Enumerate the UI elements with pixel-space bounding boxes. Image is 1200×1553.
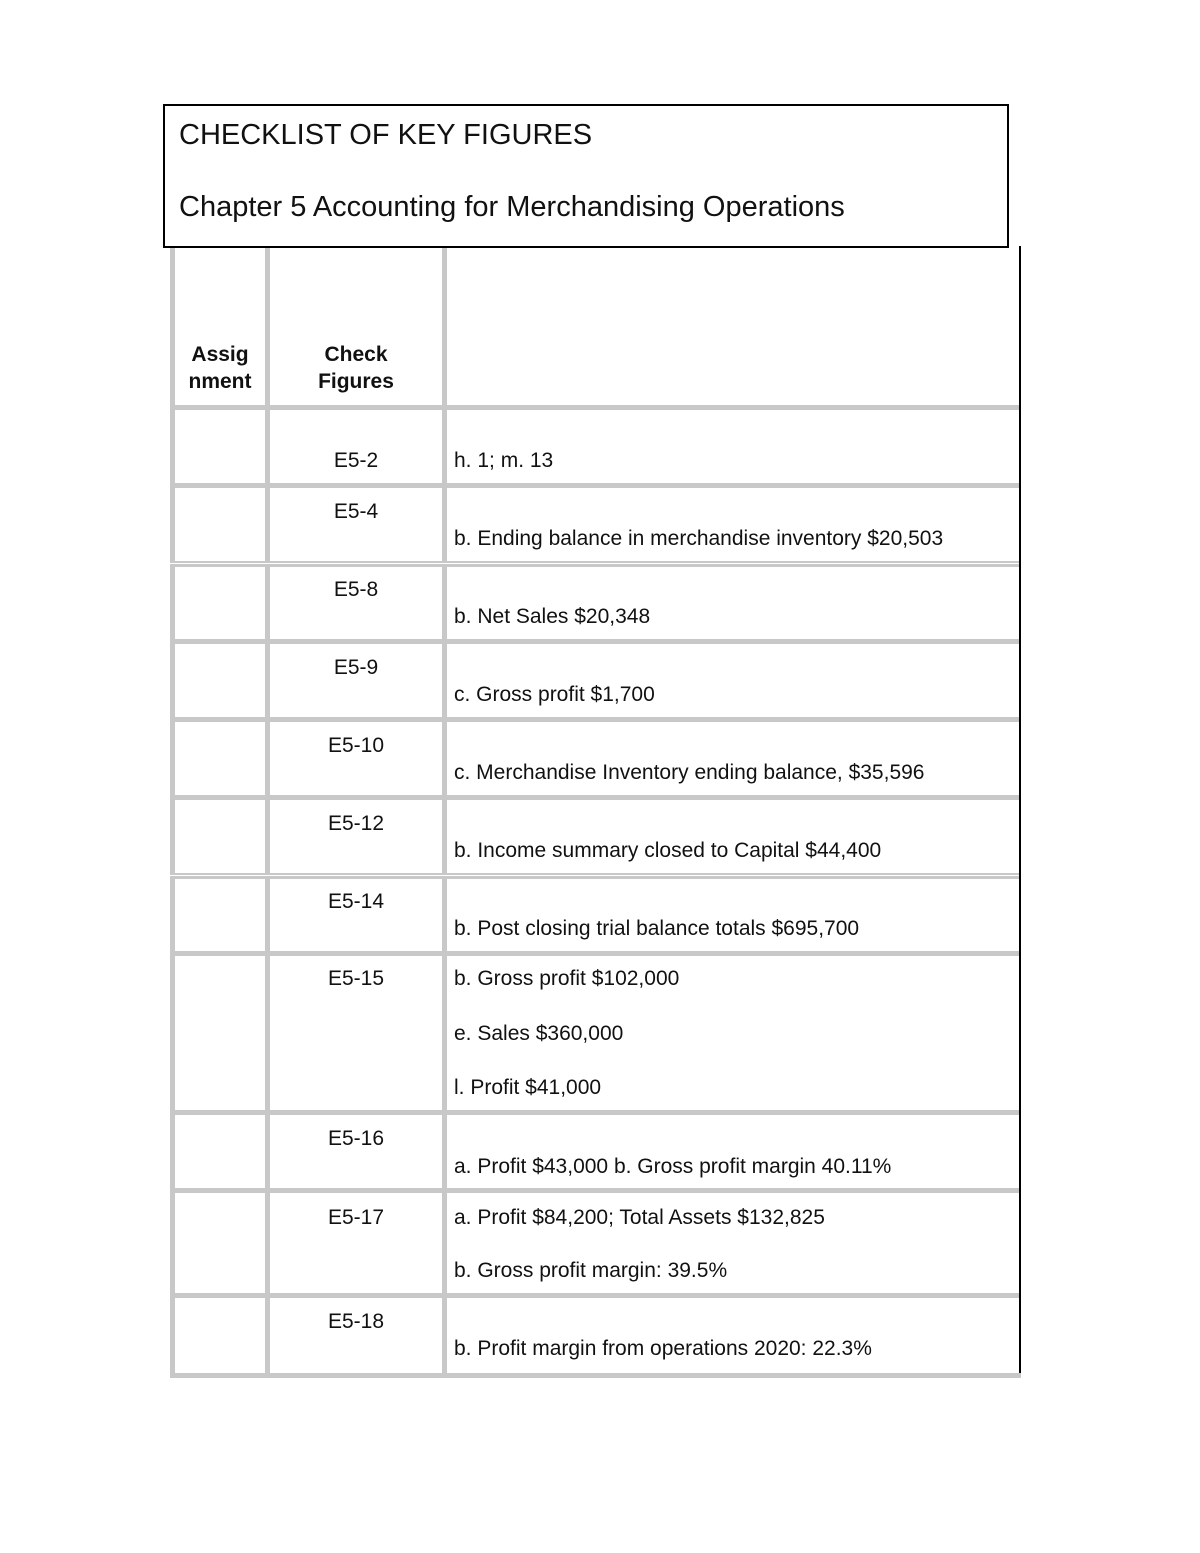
check-code: E5-9 — [333, 656, 379, 679]
key-figure: b. Gross profit $102,000 — [454, 967, 680, 990]
check-code: E5-18 — [327, 1310, 385, 1333]
check-code: E5-4 — [333, 500, 379, 523]
key-figure: h. 1; m. 13 — [454, 449, 554, 472]
check-code: E5-17 — [327, 1206, 385, 1229]
key-figure: l. Profit $41,000 — [454, 1076, 602, 1099]
key-figure: c. Merchandise Inventory ending balance, $35,596 — [454, 761, 925, 784]
check-code: E5-8 — [333, 578, 379, 601]
check-figures-table — [170, 246, 1021, 1378]
key-figure: a. Profit $43,000 b. Gross profit margin 40.11% — [454, 1155, 892, 1178]
check-code: E5-2 — [333, 449, 379, 472]
row-divider — [170, 717, 1019, 722]
row-divider — [170, 639, 1019, 644]
key-figure: b. Post closing trial balance totals $695,700 — [454, 917, 860, 940]
check-code: E5-15 — [327, 967, 385, 990]
table-border-bottom — [170, 1373, 1021, 1378]
check-code: E5-14 — [327, 890, 385, 913]
key-figure: b. Gross profit margin: 39.5% — [454, 1259, 728, 1282]
column-divider-2 — [442, 246, 447, 1378]
row-divider — [170, 873, 1019, 879]
key-figure: e. Sales $360,000 — [454, 1022, 624, 1045]
row-divider — [170, 951, 1019, 956]
key-figure: b. Profit margin from operations 2020: 22.3% — [454, 1337, 872, 1360]
row-divider — [170, 1110, 1019, 1115]
row-divider — [170, 1293, 1019, 1298]
check-figures-column-header: Check Figures — [318, 343, 394, 393]
key-figure: b. Income summary closed to Capital $44,400 — [454, 839, 882, 862]
chapter-title: Chapter 5 Accounting for Merchandising Operations — [179, 191, 845, 223]
assignment-column-header: Assig nment — [188, 343, 252, 393]
row-divider — [170, 483, 1019, 488]
key-figure: b. Net Sales $20,348 — [454, 605, 651, 628]
row-divider — [170, 795, 1019, 800]
check-code: E5-10 — [327, 734, 385, 757]
table-border-right — [1019, 246, 1021, 1375]
document-title: CHECKLIST OF KEY FIGURES — [179, 119, 593, 151]
row-divider — [170, 561, 1019, 567]
key-figure: a. Profit $84,200; Total Assets $132,825 — [454, 1206, 825, 1229]
key-figure: b. Ending balance in merchandise inventory $20,503 — [454, 527, 944, 550]
key-figure: c. Gross profit $1,700 — [454, 683, 655, 706]
row-divider — [170, 405, 1019, 410]
check-code: E5-12 — [327, 812, 385, 835]
row-divider — [170, 1188, 1019, 1193]
table-border-left — [170, 246, 175, 1378]
title-box — [163, 104, 1009, 248]
check-code: E5-16 — [327, 1127, 385, 1150]
